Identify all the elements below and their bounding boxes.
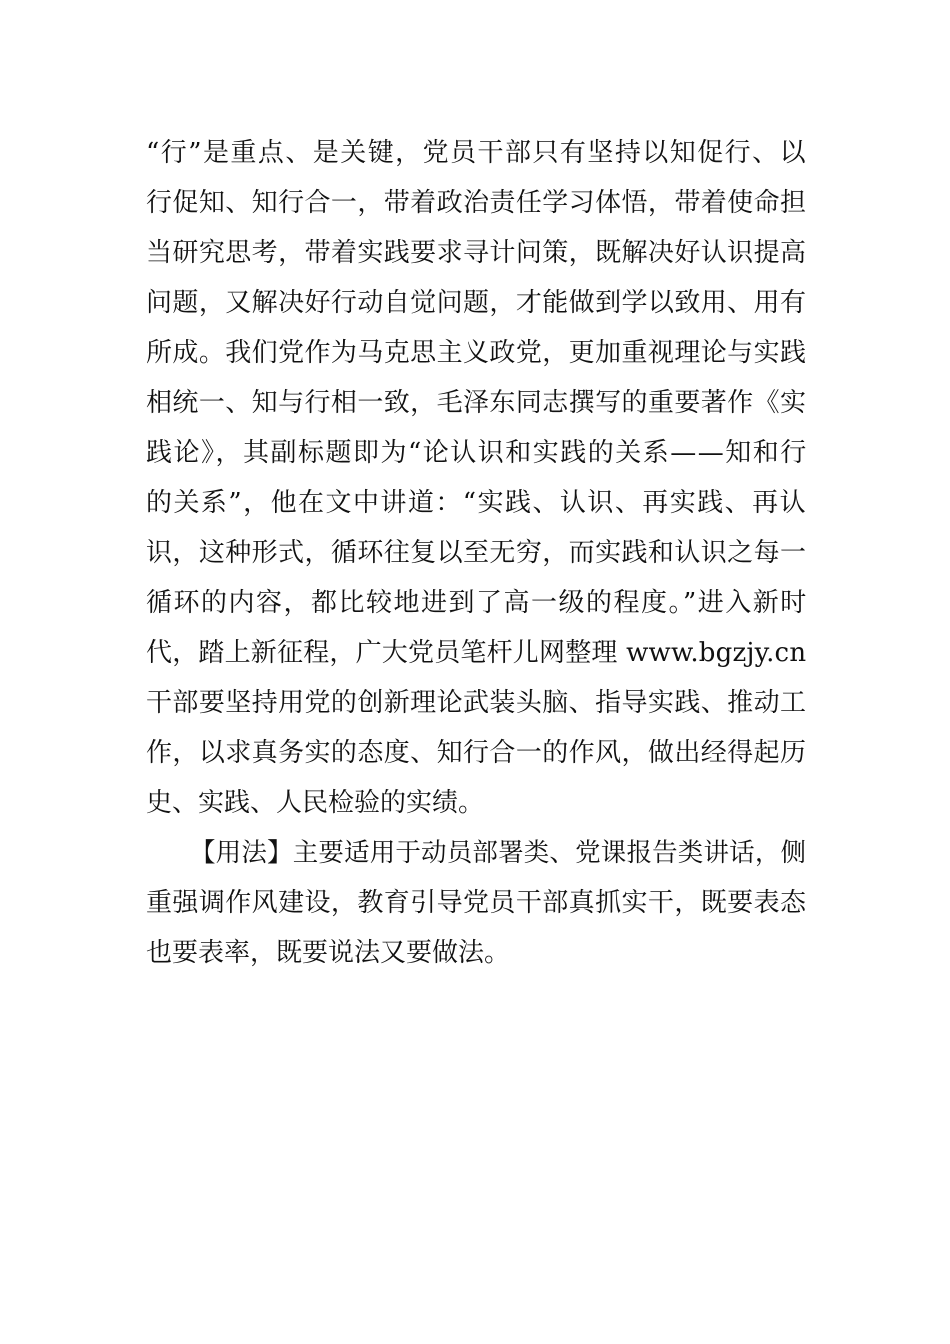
paragraph-2 (146, 828, 806, 978)
text-line: 也要表率，既要说法又要做法。 (146, 938, 511, 968)
text-line: 相统一、知与行相一致，毛泽东同志撰写的重要著作《实 (146, 388, 807, 418)
document-body (146, 128, 806, 978)
text-line: 的关系”，他在文中讲道：“实践、认识、再实践、再认 (146, 488, 808, 518)
text-line: “行”是重点、是关键，党员干部只有坚持以知促行、以 (146, 138, 808, 168)
text-line: 重强调作风建设，教育引导党员干部真抓实干，既要表态 (146, 888, 807, 918)
text-line: 问题，又解决好行动自觉问题，才能做到学以致用、用有 (146, 288, 807, 318)
text-line: 干部要坚持用党的创新理论武装头脑、指导实践、推动工 (146, 688, 807, 718)
text-line: 当研究思考，带着实践要求寻计问策，既解决好认识提高 (146, 238, 807, 268)
text-line: 识，这种形式，循环往复以至无穷，而实践和认识之每一 (146, 538, 807, 568)
text-line: 史、实践、人民检验的实绩。 (146, 788, 485, 818)
text-line: 所成。我们党作为马克思主义政党，更加重视理论与实践 (146, 338, 807, 368)
text-line: 循环的内容，都比较地进到了高一级的程度。”进入新时 (146, 588, 808, 618)
text-line: 行促知、知行合一，带着政治责任学习体悟，带着使命担 (146, 188, 807, 218)
text-line: 作，以求真务实的态度、知行合一的作风，做出经得起历 (146, 738, 807, 768)
text-line: 践论》，其副标题即为“论认识和实践的关系——知和行 (146, 438, 808, 468)
text-line: 代，踏上新征程，广大党员笔杆儿网整理 www.bgzjy.cn (146, 638, 807, 668)
text-line: 【用法】主要适用于动员部署类、党课报告类讲话，侧 (190, 838, 806, 868)
paragraph-1 (146, 128, 806, 828)
